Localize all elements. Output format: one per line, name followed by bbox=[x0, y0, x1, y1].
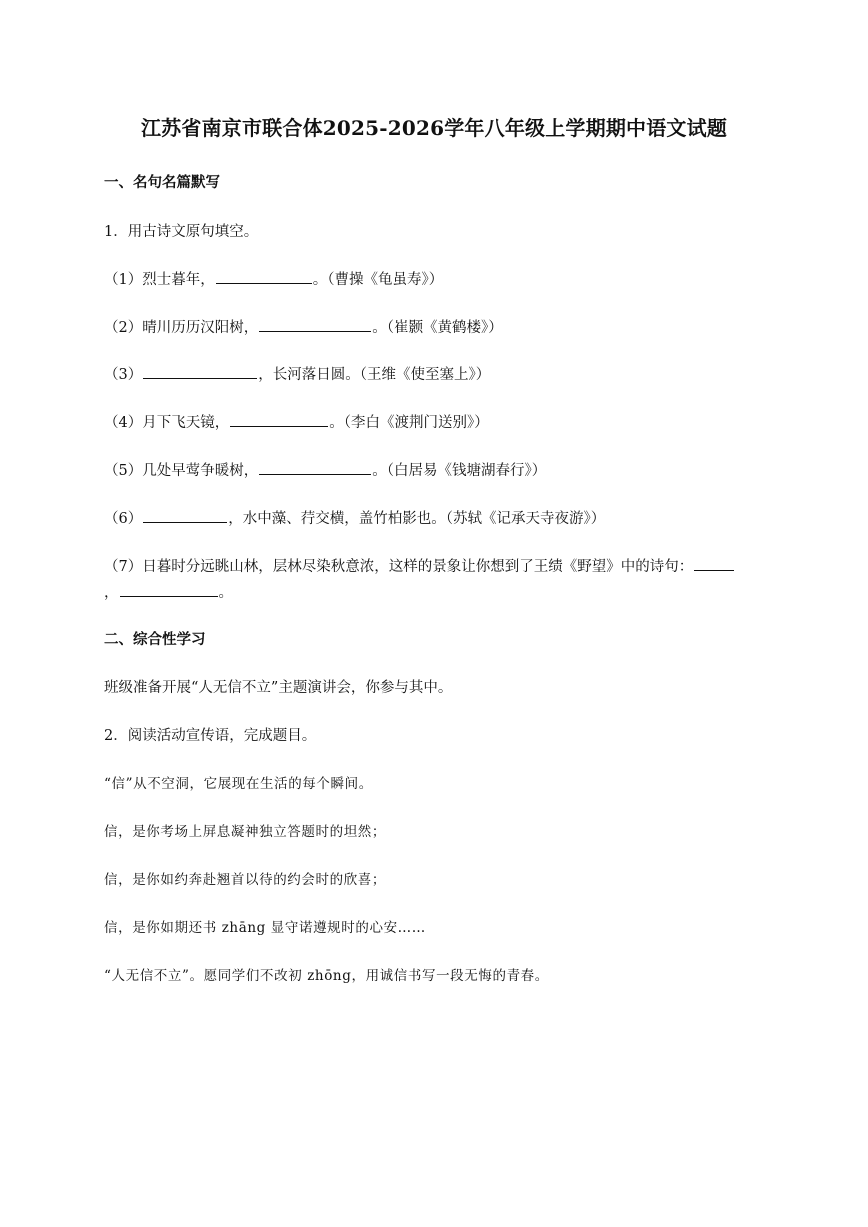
item-text-end: 。 bbox=[218, 585, 233, 601]
fill-item-1 bbox=[104, 268, 443, 291]
item-text-before: 晴川历历汉阳树， bbox=[142, 320, 259, 336]
page-title: 江苏省南京市联合体2025-2026学年八年级上学期期中语文试题 bbox=[140, 116, 728, 140]
fill-item-6 bbox=[104, 507, 605, 530]
answer-blank[interactable] bbox=[120, 581, 218, 597]
item-text-after: 。（崔颢《黄鹤楼》） bbox=[372, 320, 503, 336]
answer-blank[interactable] bbox=[230, 411, 328, 427]
section-2-intro: 班级准备开展“人无信不立”主题演讲会，你参与其中。 bbox=[104, 680, 453, 696]
item-number: （1） bbox=[104, 272, 143, 288]
question-2-stem: 2．阅读活动宣传语，完成题目。 bbox=[104, 728, 317, 744]
item-number: （5） bbox=[104, 463, 143, 479]
fill-item-7-line-2 bbox=[104, 581, 233, 604]
answer-blank[interactable] bbox=[259, 459, 371, 475]
fill-item-3 bbox=[104, 363, 490, 386]
item-text-before: 几处早莺争暖树， bbox=[142, 463, 259, 479]
item-number: （6） bbox=[104, 511, 143, 527]
fill-item-7 bbox=[104, 555, 735, 578]
item-text-after: 。（曹操《龟虽寿》） bbox=[312, 272, 444, 288]
item-text-before: 烈士暮年， bbox=[142, 272, 215, 288]
item-text: 日暮时分远眺山林，层林尽染秋意浓，这样的景象让你想到了王绩《野望》中的诗句： bbox=[142, 559, 694, 575]
item-text-after: 。（白居易《钱塘湖春行》） bbox=[372, 463, 547, 479]
answer-blank[interactable] bbox=[143, 507, 227, 523]
item-number: （7） bbox=[104, 559, 143, 575]
fill-item-2 bbox=[104, 316, 503, 339]
item-number: （3） bbox=[104, 367, 143, 383]
answer-blank[interactable] bbox=[259, 316, 371, 332]
answer-blank[interactable] bbox=[216, 268, 312, 284]
answer-blank[interactable] bbox=[694, 555, 734, 571]
fill-item-5 bbox=[104, 459, 546, 482]
item-number: （4） bbox=[104, 415, 143, 431]
slogan-line-2: 信，是你考场上屏息凝神独立答题时的坦然； bbox=[104, 824, 386, 840]
fill-item-4 bbox=[104, 411, 489, 434]
item-text-after: ，水中藻、荇交横，盖竹柏影也。（苏轼《记承天寺夜游》） bbox=[228, 511, 606, 527]
slogan-line-3: 信，是你如约奔赴翘首以待的约会时的欣喜； bbox=[104, 872, 386, 888]
slogan-line-5: “人无信不立”。愿同学们不改初 zhōng，用诚信书写一段无悔的青春。 bbox=[104, 968, 549, 984]
item-text-before: 月下飞天镜， bbox=[142, 415, 230, 431]
item-text-start: ， bbox=[104, 585, 119, 601]
item-text-after: ，长河落日圆。（王维《使至塞上》） bbox=[258, 367, 491, 383]
section-heading-2: 二、综合性学习 bbox=[104, 631, 206, 648]
item-number: （2） bbox=[104, 320, 143, 336]
slogan-line-4: 信，是你如期还书 zhāng 显守诺遵规时的心安…… bbox=[104, 920, 426, 936]
answer-blank[interactable] bbox=[143, 363, 257, 379]
item-text-after: 。（李白《渡荆门送别》） bbox=[329, 415, 489, 431]
question-1-stem: 1．用古诗文原句填空。 bbox=[104, 224, 259, 240]
section-heading-1: 一、名句名篇默写 bbox=[104, 174, 220, 191]
slogan-line-1: “信”从不空洞，它展现在生活的每个瞬间。 bbox=[104, 776, 373, 792]
